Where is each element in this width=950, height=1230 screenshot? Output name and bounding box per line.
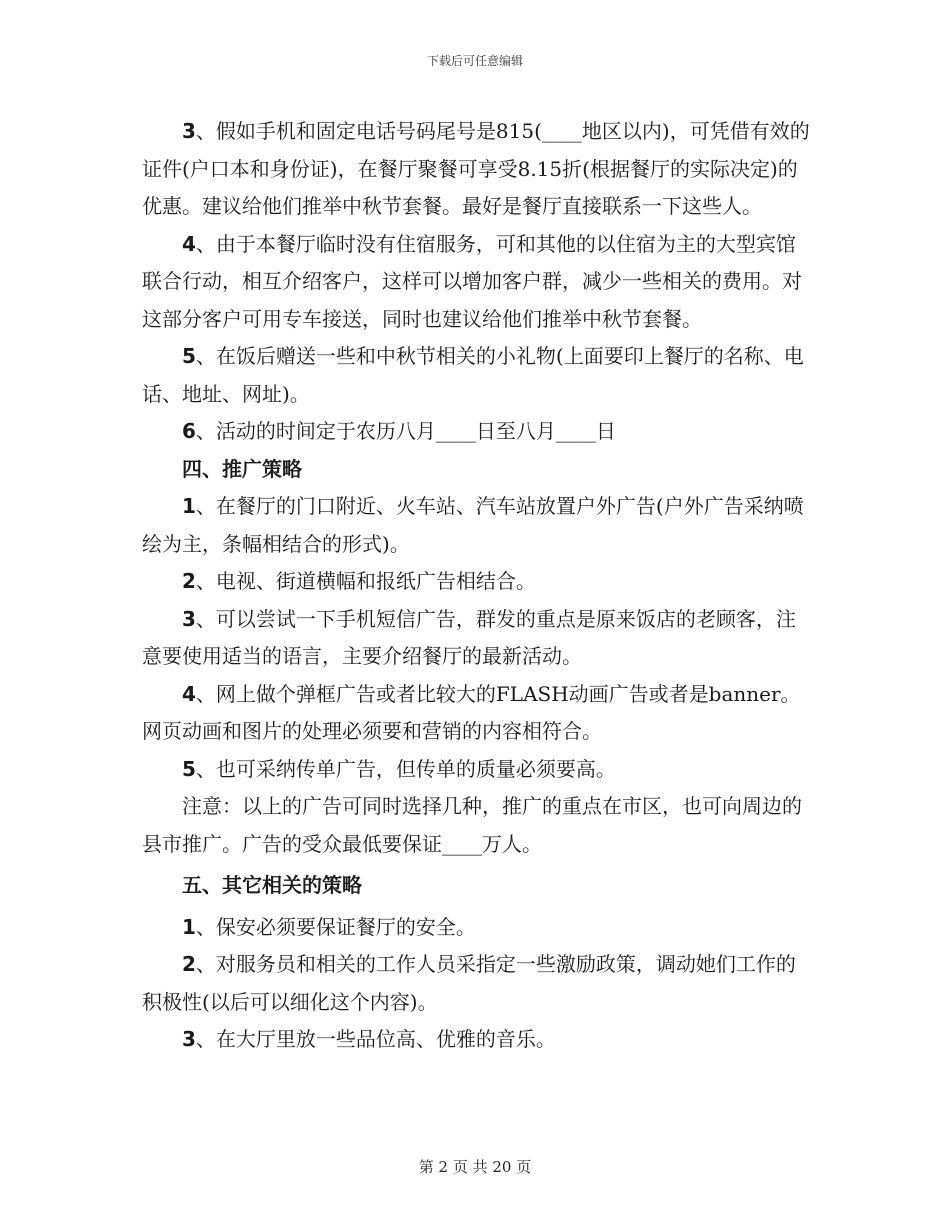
page-footer: 第 2 页 共 20 页 xyxy=(418,1158,532,1176)
paragraph-note: 注意：以上的广告可同时选择几种，推广的重点在市区，也可向周边的县市推广。广告的受众最低要保证____万人。 xyxy=(142,794,802,856)
section-heading-promotion: 四、推广策略 xyxy=(182,456,302,481)
page-header: 下载后可任意编辑 xyxy=(426,54,523,68)
paragraph-promo-4-web: 4、网上做个弹框广告或者比较大的FLASH动画广告或者是banner。网页动画和图片的处理必须要和营销的内容相符合。 xyxy=(142,681,801,743)
document-body xyxy=(142,113,812,1059)
paragraph-other-2-incentives: 2、对服务员和相关的工作人员采指定一些激励政策，调动她们工作的积极性(以后可以细化这个内容)。 xyxy=(142,952,796,1014)
paragraph-item-5-gifts: 5、在饭后赠送一些和中秋节相关的小礼物(上面要印上餐厅的名称、电话、地址、网址)。 xyxy=(142,344,804,406)
paragraph-promo-5-flyers: 5、也可采纳传单广告，但传单的质量必须要高。 xyxy=(182,756,616,781)
paragraph-other-3-music: 3、在大厅里放一些品位高、优雅的音乐。 xyxy=(182,1027,556,1051)
paragraph-promo-1-outdoor: 1、在餐厅的门口附近、火车站、汽车站放置户外广告(户外广告采纳喷绘为主，条幅相结合的形式)。 xyxy=(142,494,804,556)
paragraph-item-4-hotel-partnership: 4、由于本餐厅临时没有住宿服务，可和其他的以住宿为主的大型宾馆联合行动，相互介绍客户，这样可以增加客户群，减少一些相关的费用。对这部分客户可用专车接送，同时也建议给他们推举中秋节套餐。 xyxy=(142,231,802,331)
paragraph-other-1-security: 1、保安必须要保证餐厅的安全。 xyxy=(182,914,476,939)
section-heading-other-strategies: 五、其它相关的策略 xyxy=(182,873,362,897)
paragraph-promo-2-media: 2、电视、街道横幅和报纸广告相结合。 xyxy=(182,569,536,593)
paragraph-item-6-schedule: 6、活动的时间定于农历八月____日至八月____日 xyxy=(182,419,616,443)
paragraph-item-3-discount: 3、假如手机和固定电话号码尾号是815(____地区以内)，可凭借有效的证件(户口本和身份证)，在餐厅聚餐可享受8.15折(根据餐厅的实际决定)的优惠。建议给他们推举中秋节套餐。最好是餐厅直接联系一下这些人。 xyxy=(142,119,810,218)
paragraph-promo-3-sms: 3、可以尝试一下手机短信广告，群发的重点是原来饭店的老顾客，注意要使用适当的语言，主要介绍餐厅的最新活动。 xyxy=(142,606,796,668)
